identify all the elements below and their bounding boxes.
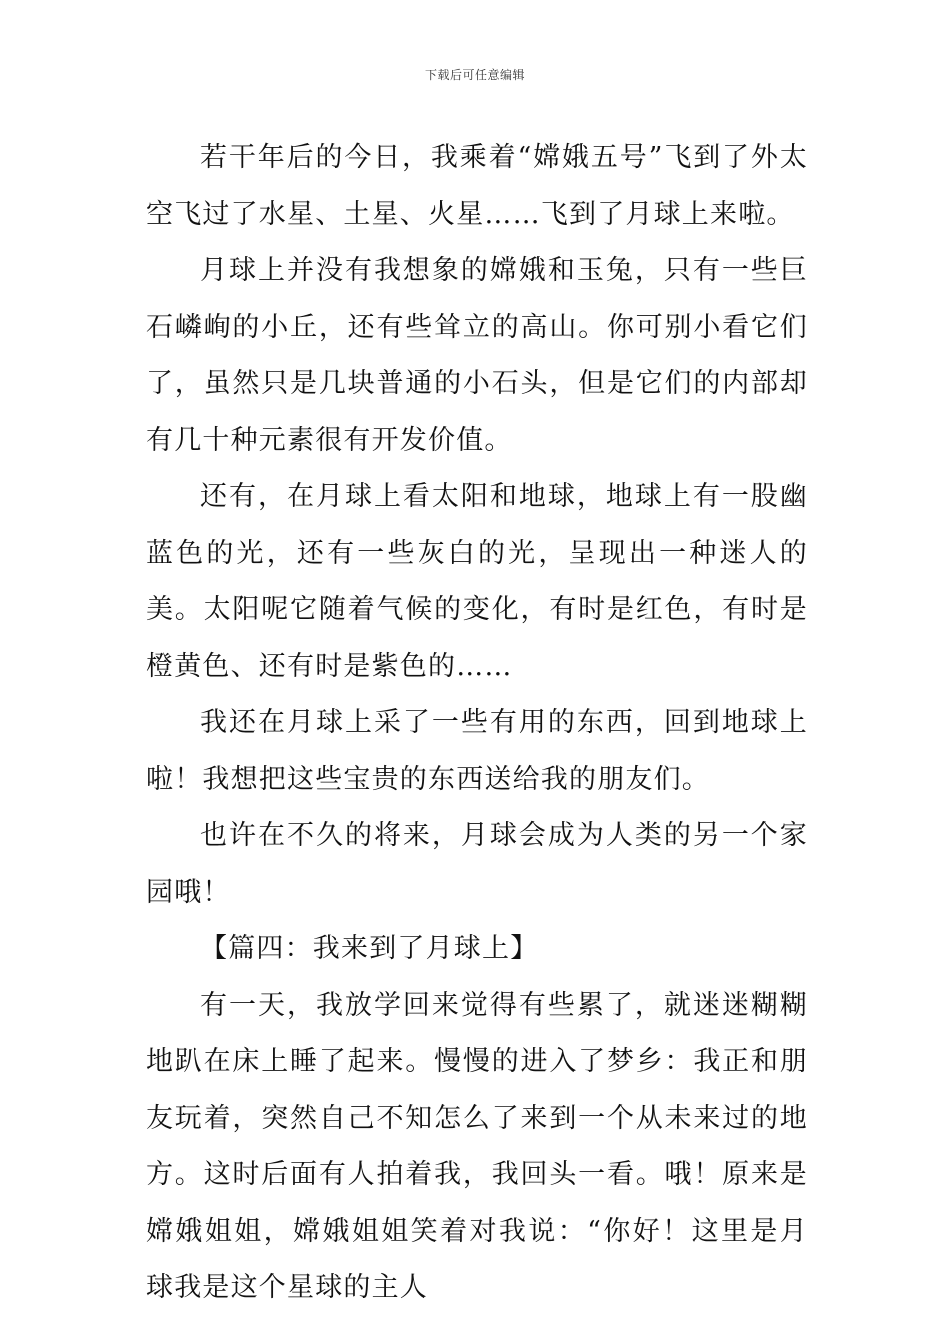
paragraph-2: 月球上并没有我想象的嫦娥和玉兔，只有一些巨石嶙峋的小丘，还有些耸立的高山。你可别小看它们了，虽然只是几块普通的小石头，但是它们的内部却有几十种元素很有开发价值。: [146, 255, 808, 456]
paragraph-4: 我还在月球上采了一些有用的东西，回到地球上啦！我想把这些宝贵的东西送给我的朋友们。: [146, 707, 808, 795]
paragraph-5: 也许在不久的将来，月球会成为人类的另一个家园哦！: [146, 820, 808, 908]
paragraph-1: 若干年后的今日，我乘着“嫦娥五号”飞到了外太空飞过了水星、土星、火星……飞到了月球上来啦。: [146, 142, 808, 230]
paragraph-3: 还有，在月球上看太阳和地球，地球上有一股幽蓝色的光，还有一些灰白的光，呈现出一种迷人的美。太阳呢它随着气候的变化，有时是红色，有时是橙黄色、还有时是紫色的……: [146, 481, 808, 682]
document-body: [146, 130, 808, 1317]
section-heading: 【篇四：我来到了月球上】: [200, 933, 539, 964]
paragraph-6: 有一天，我放学回来觉得有些累了，就迷迷糊糊地趴在床上睡了起来。慢慢的进入了梦乡：我正和朋友玩着，突然自己不知怎么了来到一个从未来过的地方。这时后面有人拍着我，我回头一看。哦！原来是嫦娥姐姐，嫦娥姐姐笑着对我说：“你好！这里是月球我是这个星球的主人: [146, 989, 808, 1303]
page-header: 下载后可任意编辑: [424, 68, 525, 82]
